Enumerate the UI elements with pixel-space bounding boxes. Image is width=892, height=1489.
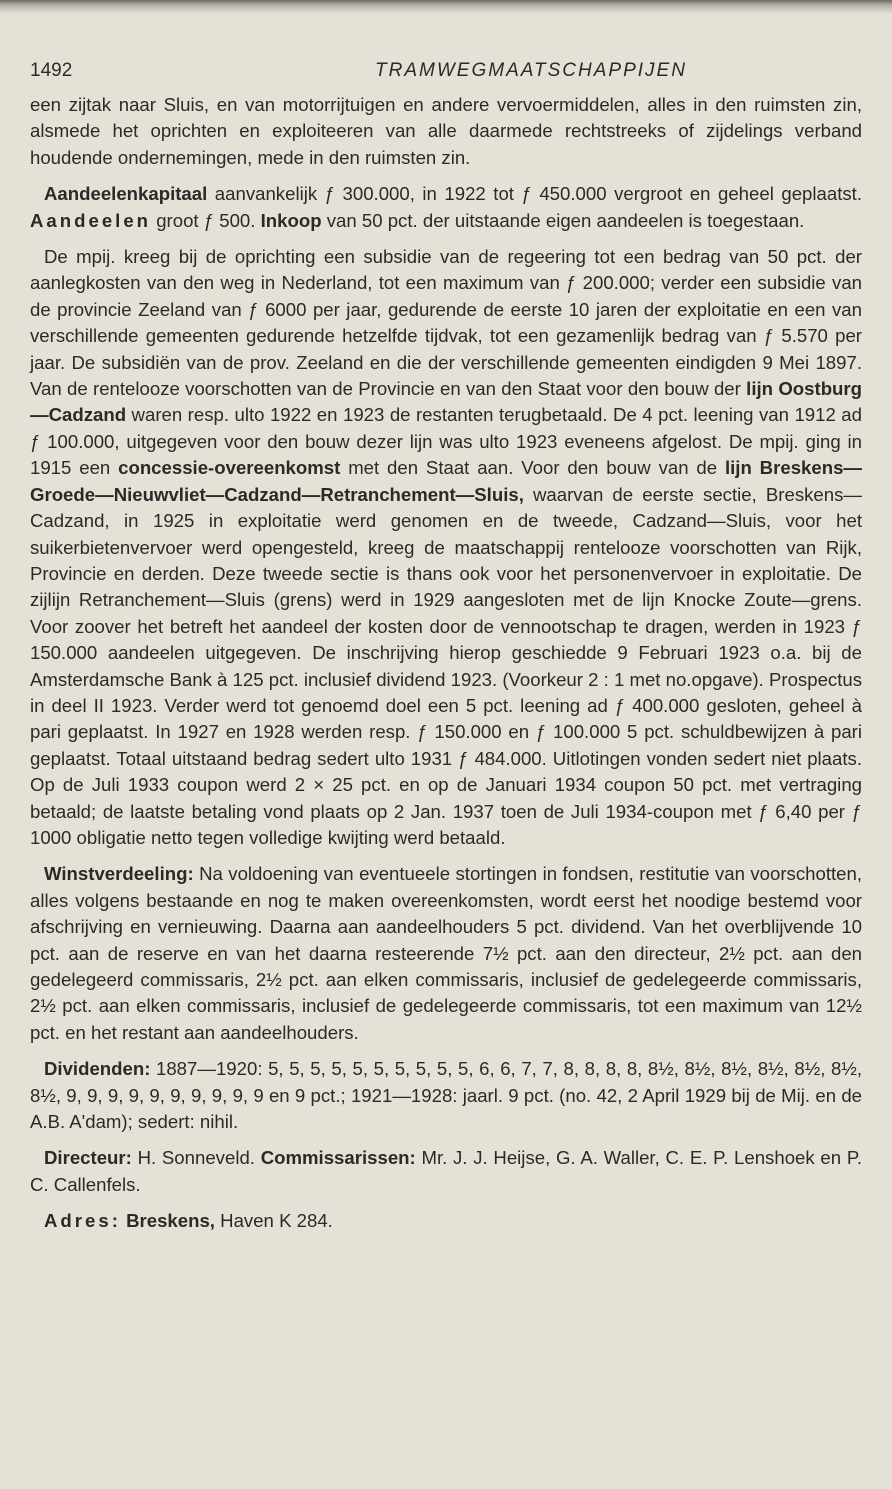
label-commissioners: Commissarissen: (260, 1147, 416, 1169)
paragraph-history (30, 244, 862, 851)
paragraph-dividends (30, 1056, 862, 1135)
paragraph-scope (30, 92, 862, 171)
label-capital: Aandeelenkapitaal (44, 183, 208, 205)
concession-agreement: concessie-overeenkomst (118, 457, 341, 479)
capital-text-a: aanvankelijk ƒ 300.000, in 1922 tot ƒ 450.000 vergroot en geheel geplaatst. (207, 183, 862, 205)
history-text-b: waren resp. ulto 1922 en 1923 de restanten terugbetaald. De 4 pct. leening van 1912 ad ƒ 100.000, uitgegeven voor den bouw dezer lijn was ulto 1923 eveneens afgelost. De mpij. ging in 1915 een (30, 404, 862, 479)
running-header (30, 56, 862, 92)
page-number: 1492 (30, 60, 73, 81)
capital-text-c: van 50 pct. der uitstaande eigen aandeelen is toegestaan. (321, 209, 805, 231)
paragraph-profit-distribution (30, 861, 862, 1046)
paragraph-capital (30, 181, 862, 234)
history-text-d: waarvan de eerste sectie, Breskens—Cadzand, in 1925 in exploitatie werd genomen en de tweede, Cadzand—Sluis, voor het suikerbietenvervoer werd opengesteld, kreeg de maatschappij rentelooze voorschotten van Rijk, Provincie en derden. Deze tweede sectie is thans ook voor het personenvervoer in exploitatie. De zijlijn Retranchement—Sluis (grens) werd in 1929 aangesloten met de lijn Knocke Zoute—grens. Voor zoover het betreft het aandeel der kosten door de vennootschap te dragen, werden in 1923 ƒ 150.000 aandeelen uitgegeven. De inschrijving hierop geschiedde 9 Februari 1923 o.a. bij de Amsterdamsche Bank à 125 pct. inclusief dividend 1923. (Voorkeur 2 : 1 met no.opgave). Prospectus in deel II 1923. Verder werd tot genoemd doel een 5 pct. leening ad ƒ 400.000 gesloten, geheel à pari geplaatst. In 1927 en 1928 werden resp. ƒ 150.000 en ƒ 100.000 5 pct. schuldbewijzen à pari geplaatst. Totaal uitstaand bedrag sedert ulto 1931 ƒ 484.000. Uitlotingen vonden sedert niet plaats. Op de Juli 1933 coupon werd 2 × 25 pct. en op de Januari 1934 coupon 50 pct. met vertraging betaald; de laatste betaling vond plaats op 2 Jan. 1937 toen de Juli 1934-coupon met ƒ 6,40 per ƒ 1000 obligatie netto tegen volledige kwijting werd betaald. (30, 483, 863, 848)
history-text-a: De mpij. kreeg bij de oprichting een subsidie van de regeering tot een bedrag van 50 pct. der aanlegkosten van den weg in Nederland, tot een maximum van ƒ 200.000; verder een subsidie van de provincie Zeeland van ƒ 6000 per jaar, gedurende de eerste 10 jaren der exploitatie en een van verschillende gemeenten gedurende hetzelfde tijdvak, tot een gezamenlijk bedrag van ƒ 5.570 per jaar. De subsidiën van de prov. Zeeland en die der verschillende gemeenten eindigden 9 Mei 1897. Van de rentelooze voorschotten van de Provincie en van den Staat voor den bouw der (30, 246, 862, 400)
label-profit-distribution: Winstverdeeling: (44, 863, 194, 885)
label-address: Adres: (44, 1210, 121, 1232)
profit-distribution-text: Na voldoening van eventueele stortingen in fondsen, restitutie van voorschotten, alles volgens bestaande en nog te maken overeenkomsten, wordt eerst het noodige bestemd voor afschrijving en vernieuwing. Daarna aan aandeelhouders 5 pct. dividend. Van het overblijvende 10 pct. aan de reserve en van het daarna resteerende 7½ pct. aan den directeur, 2½ pct. aan den gedelegeerd commissaris, 2½ pct. aan elken commissaris, inclusief de gedelegeerde commissaris, 2½ pct. aan elken commissaris, inclusief de gedelegeerde commissaris, tot een maximum van 12½ pct. en het restant aan aandeelhouders. (30, 863, 862, 1043)
capital-text-b: groot ƒ 500. (151, 209, 261, 231)
address-text: Haven K 284. (214, 1210, 333, 1232)
line-breskens-sluis: lijn Breskens—Groede—Nieuwvliet—Cadzand—Retranchement—Sluis, (30, 457, 863, 505)
commissioners-names: Mr. J. J. Heijse, G. A. Waller, C. E. P. Lenshoek en P. C. Callenfels. (30, 1147, 862, 1195)
paragraph-scope-text: een zijtak naar Sluis, en van motorrijtuigen en andere vervoermiddelen, alles in den ruimsten zin, alsmede het oprichten en exploiteeren van alle daarmede rechtstreeks of zijdelings verband houdende ondernemingen, mede in den ruimsten zin. (30, 94, 862, 168)
label-shares: Aandeelen (30, 209, 152, 231)
label-purchase: Inkoop (260, 209, 322, 231)
paragraph-address (30, 1208, 862, 1234)
paragraph-management (30, 1145, 862, 1198)
scan-top-edge (0, 0, 892, 14)
running-title: TRAMWEGMAATSCHAPPIJEN (375, 60, 687, 81)
label-dividends: Dividenden: (44, 1058, 151, 1080)
label-director: Directeur: (44, 1147, 132, 1169)
director-name: H. Sonneveld. (131, 1147, 261, 1169)
address-place: Breskens, (126, 1210, 215, 1232)
dividends-text: 1887—1920: 5, 5, 5, 5, 5, 5, 5, 5, 5, 5, 6, 6, 7, 7, 8, 8, 8, 8, 8½, 8½, 8½, 8½, 8½, 8½, 8½, 9, 9, 9, 9, 9, 9, 9, 9, 9, 9 en 9 pct.; 1921—1928: jaarl. 9 pct. (no. 42, 2 April 1929 bij de Mij. en de A.B. A'dam); sedert: nihil. (30, 1058, 862, 1133)
line-oostburg-cadzand: lijn Oostburg—Cadzand (30, 378, 863, 426)
document-page (30, 56, 862, 1235)
history-text-c: met den Staat aan. Voor den bouw van de (340, 457, 725, 479)
